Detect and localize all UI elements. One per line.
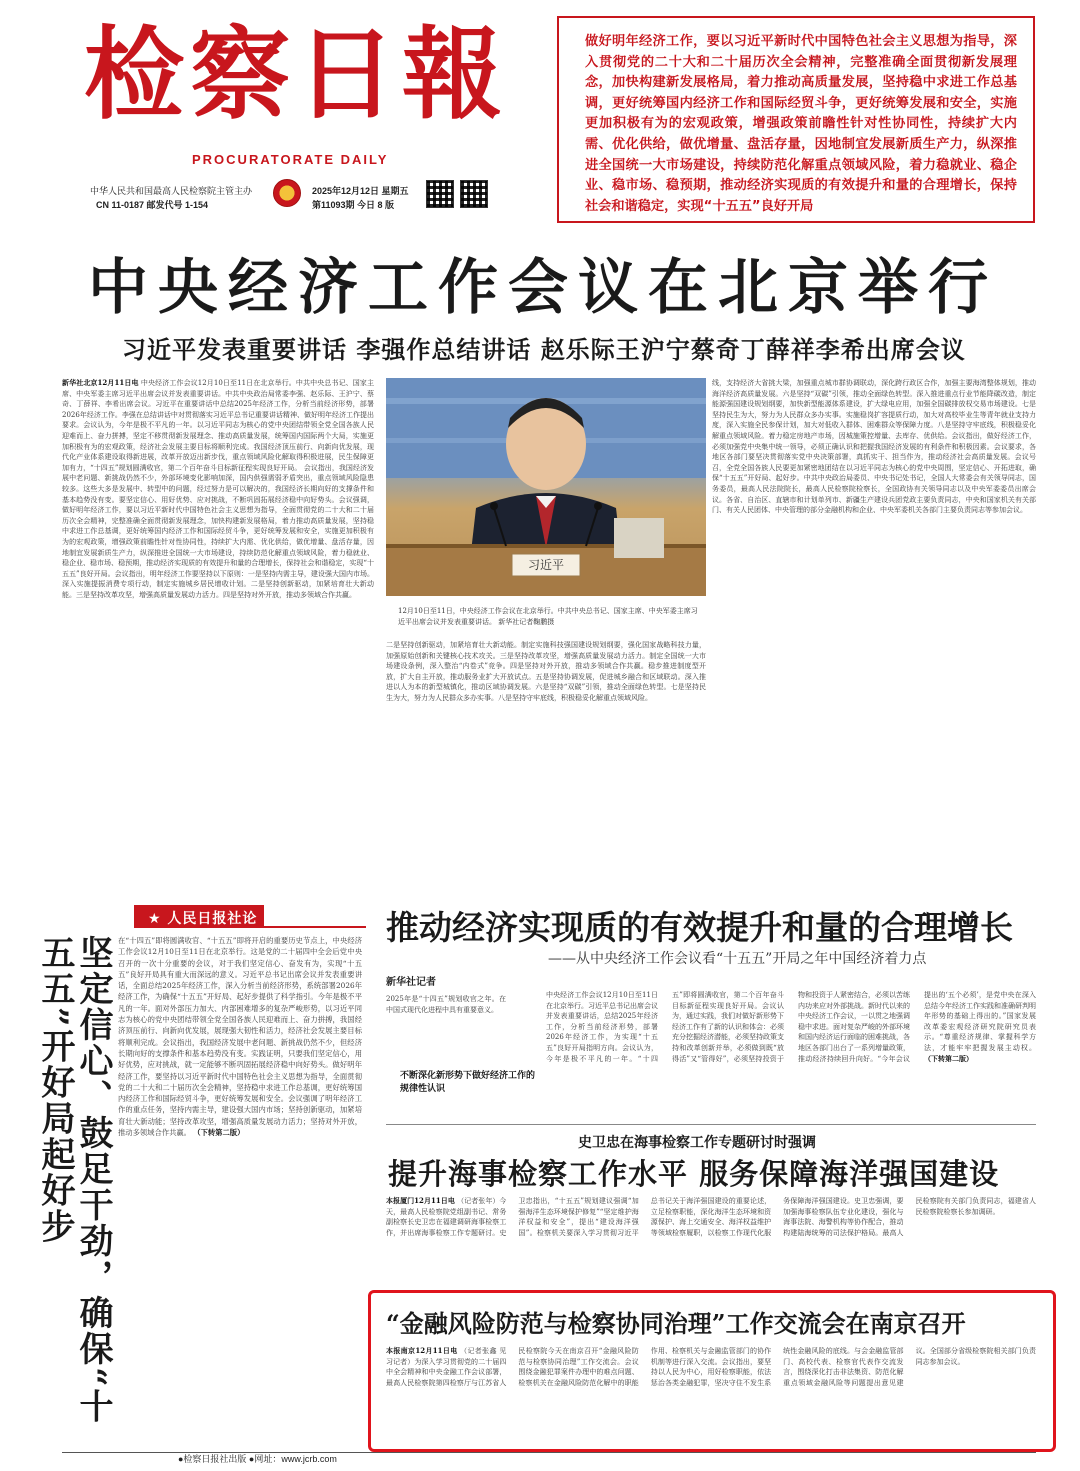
lead-article-col-3	[712, 378, 1036, 846]
article4-text: （记者张鑫 见习记者）为深入学习贯彻党的二十届四中全会精神和中央金融工作会议部署，最高人民检察院第四检察厅与江苏省人民检察院今天在南京召开“金融风险防范与检察协同治理”工作交流会。会议围绕金融犯罪案件办理中的难点问题、检察机关在金融风险防范化解中的职能作用、检察机关与金融监管部门的协作机制等进行深入交流。会议指出，要坚持以人民为中心，用好检察职能，依法惩治各类金融犯罪，坚决守住不发生系统性金融风险的底线。与会金融监管部门、高校代表、检察官代表作交流发言，围绕深化打击非法集资、防范化解重点领域金融风险等问题提出意见建议。全国部分省级检察院相关部门负责同志参加会议。	[386, 1347, 1036, 1387]
article3-text: （记者张年）今天，最高人民检察院党组副书记、常务副检察长史卫忠在福建调研海事检察工作，并出席海事检察工作专题研讨。史卫忠指出，“十五五”规划建议强调“加强海洋生态环境保护修复”“坚定维护海洋权益和安全”，提出“建设海洋强国”。检察机关要深入学习贯彻习近平总书记关于海洋强国建设的重要论述，立足检察职能，深化海洋生态环境和资源保护、海上交通安全、海洋权益维护等领域检察履职，以检察工作现代化服务保障海洋强国建设。史卫忠强调，要加强海事检察队伍专业化建设，强化与海事法院、海警机构等协作配合，推动构建陆海统筹的司法保护格局。最高人民检察院有关部门负责同志，福建省人民检察院检察长参加调研。	[386, 1197, 1036, 1237]
article2-byline: 新华社记者	[386, 977, 436, 988]
right-text: 线，支持经济大省挑大梁，加强重点城市群协调联动，深化跨行政区合作，加强主要海湾整体规划，推动海洋经济高质量发展。六是坚持“双碳”引领，推动全面绿色转型。深入推进重点行业节能降碳改造，制定能源强国建设规划纲要，加快新型能源体系建设，扩大绿电应用，加强全国碳排放权交易市场建设。七是坚持民生为大，努力为人民群众多办实事。实施稳岗扩容提质行动，加大对高校毕业生等青年就业支持力度，深入实施全民参保计划，加大对低收入群体、困难群众等保障力度。八是坚持守牢底线，积极稳妥化解重点领域风险。着力稳定房地产市场，因城施策控增量、去库存、优供给。会议指出，做好经济工作，必须加强党中央集中统一领导，必须正确认识和把握我国经济发展的有利条件和积极因素。会议要求，各地区各部门要坚决贯彻落实党中央决策部署，真抓实干、担当作为，推动经济社会高质量发展。会议号召，全党全国各族人民要更加紧密地团结在以习近平同志为核心的党中央周围，坚定信心、开拓进取，确保“十五五”开好局、起好步。中共中央政治局委员、中央书记处书记，全国人大常委会有关领导同志，国务委员，最高人民法院院长，最高人民检察院检察长，全国政协有关领导同志以及中央军委委员出席会议。各省、自治区、直辖市和计划单列市、新疆生产建设兵团党政主要负责同志，中央和国家机关有关部门、有关人民团体、中央管理的部分金融机构和企业、中央军委机关各部门主要负责同志等参加会议。	[712, 379, 1036, 515]
article2-body	[546, 990, 1036, 1110]
article2-side-heading: 不断深化新形势下做好经济工作的规律性认识	[400, 1071, 536, 1094]
editorial-title: 坚定信心、鼓足干劲，确保“十五五”开好局起好步	[35, 935, 113, 1425]
lead-text-1: 中央经济工作会议12月10日至11日在北京举行。中共中央总书记、国家主席、中央军委主席习近平出席会议并发表重要讲话。中共中央政治局常委李强、赵乐际、王沪宁、蔡奇、丁薛祥、李希出席会议。习近平在重要讲话中总结2025年经济工作，分析当前经济形势，部署2026年经济工作。李强在总结讲话中对贯彻落实习近平总书记重要讲话精神、做好明年经济工作提出要求。会议认为，今年是极不平凡的一年。以习近平同志为核心的党中央团结带领全党全国各族人民迎难而上、奋力拼搏，坚定不移贯彻新发展理念、推动高质量发展，统筹国内国际两个大局，实施更加积极有为的宏观政策，经济社会发展主要目标将顺利完成。我国经济顶压前行、向新向优发展，现代化产业体系建设取得新进展，改革开放迈出新步伐，重点领域风险化解取得积极进展，民生保障更加有力，“十四五”规划圆满收官，第二个百年奋斗目标新征程实现良好开局。	[62, 379, 374, 472]
article2-text: 中央经济工作会议12月10日至11日在北京举行。习近平总书记出席会议并发表重要讲话，总结2025年经济工作，分析当前经济形势，部署2026年经济工作，为实现“十五五”良好开局指明方向。会议认为，今年是极不平凡的一年。“十四五”即将圆满收官，第二个百年奋斗目标新征程实现良好开局。会议认为，通过实践，我们对做好新形势下经济工作有了新的认识和体会：必须充分挖掘经济潜能，必须坚持政策支持和改革创新并举，必须做到既“放得活”又“管得好”，必须坚持投资于物和投资于人紧密结合，必须以苦练内功来应对外部挑战。新时代以来的中央经济工作会议，一以贯之地强调稳中求进。面对复杂严峻的外部环境和国内经济运行面临的困难挑战，各地区各部门出台了一系列增量政策，推动经济持续回升向好。“今年会议提出的‘五个必须’，是党中央在深入总结今年经济工作实践和准确研判明年形势的基础上得出的。”国家发展改革委宏观经济研究院研究员表示。“尊重经济规律、掌握科学方法，才能牢牢把握发展主动权。	[546, 991, 1036, 1063]
article2-continued: （下转第二版）	[924, 1053, 973, 1063]
mid-text-1: 二是坚持创新驱动，加紧培育壮大新动能。制定实施科技强国建设规划纲要，强化国家战略科技力量，加强原始创新和关键核心技术攻关。三是坚持改革攻坚，增强高质量发展动力活力。制定全国统一大市场建设条例，深入整治“内卷式”竞争。四是坚持对外开放，推动多领域合作共赢。稳步推进制度型开放，扩大自主开放，推动服务业扩大开放试点。五是坚持协调发展，促进城乡融合和区域联动。深入推进以人为本的新型城镇化，推动区域协调发展。六是坚持“双碳”引领，推动全面绿色转型。七是坚持民生为大，努力为人民群众多办实事。八是坚持守牢底线，积极稳妥化解重点领域风险。	[386, 641, 706, 702]
lead-dateline: 新华社北京12月11日电	[62, 378, 139, 387]
editorial-text: 在“十四五”即将圆满收官、“十五五”即将开启的重要历史节点上，中央经济工作会议12月10日至11日在北京举行。这是党的二十届四中全会后党中央召开的一次十分重要的会议，对于我们坚定信心、奋发有为，实现“十五五”良好开局具有重大而深远的意义。习近平总书记出席会议并发表重要讲话，全面总结2025年经济工作，深入分析当前经济形势，系统部署2026年经济工作，为确保“十五五”开好局、起好步提供了科学指引。今年是极不平凡的一年。面对外部压力加大、内部困难增多的复杂严峻形势，以习近平同志为核心的党中央团结带领全党全国各族人民迎难而上、奋力拼搏，我国经济顶压前行、向新向优发展，展现强大韧性和活力，经济社会发展主要目标将顺利完成。会议指出，我国经济发展中老问题、新挑战仍然不少，但经济长期向好的支撑条件和基本趋势没有变。实践证明，只要我们坚定信心，用好优势，应对挑战，就一定能够不断巩固拓展经济稳中向好势头。做好明年经济工作，要坚持以习近平新时代中国特色社会主义思想为指导，全面贯彻党的二十大和二十届历次全会精神，坚持稳中求进工作总基调，更好统筹国内经济工作和国际经贸斗争，更好统筹发展和安全。会议强调了明年经济工作的重点任务，坚持内需主导，建设强大国内市场；坚持创新驱动，加紧培育壮大新动能；坚持改革攻坚，增强高质量发展动力活力；坚持对外开放，推动多领域合作共赢。	[118, 936, 362, 1138]
footer-text: ●检察日报社出版 ●网址：www.jcrb.com	[178, 1454, 337, 1464]
photo-caption: 12月10日至11日，中央经济工作会议在北京举行。中共中央总书记、国家主席、中央军委主席习近平出席会议并发表重要讲话。 新华社记者鞠鹏摄	[398, 607, 698, 626]
key-quote-text: 做好明年经济工作，要以习近平新时代中国特色社会主义思想为指导，深入贯彻党的二十大和二十届历次全会精神，完整准确全面贯彻新发展理念，加快构建新发展格局，着力推动高质量发展，坚持稳中求进工作总基调，更好统筹国内经济工作和国际经贸斗争，更好统筹发展和安全，实施更加积极有为的宏观政策，增强政策前瞻性针对性协同性，持续扩大内需、优化供给，做优增量、盘活存量，因地制宜发展新质生产力，纵深推进全国统一大市场建设，持续防范化解重点领域风险，着力稳就业、稳企业、稳市场、稳预期，推动经济实现质的有效提升和量的合理增长，保持社会和谐稳定，实现“十五五”良好开局	[585, 34, 1017, 214]
article2-side-text: 2025年是“十四五”规划收官之年。在中国式现代化进程中具有重要意义。	[386, 995, 506, 1014]
meeting-photo	[386, 378, 706, 596]
issue-number: 第11093期 今日 8 版	[312, 200, 395, 210]
key-quote-box	[557, 16, 1035, 223]
lead-article-col-1	[62, 378, 374, 846]
sub-headline: 习近平发表重要讲话 李强作总结讲话 赵乐际王沪宁蔡奇丁薛祥李希出席会议	[122, 336, 966, 364]
article3-body	[386, 1196, 1036, 1284]
editorial-body	[118, 935, 362, 1405]
lead-article-col-2	[386, 640, 706, 846]
qr-code-icon	[460, 180, 488, 208]
lead-text-2: 会议指出，我国经济发展中老问题、新挑战仍然不少，外部环境变化影响加深，国内供强需弱矛盾突出，重点领域风险隐患较多。这些大多是发展中、转型中的问题，经过努力是可以解决的，我国经济长期向好的支撑条件和基本趋势没有变。要坚定信心、用好优势、应对挑战，不断巩固拓展经济稳中向好势头。会议强调，做好明年经济工作，要以习近平新时代中国特色社会主义思想为指导，全面贯彻党的二十大和二十届历次全会精神，完整准确全面贯彻新发展理念，加快构建新发展格局，着力推动高质量发展，坚持稳中求进工作总基调，更好统筹国内经济工作和国际经贸斗争，更好统筹发展和安全，实施更加积极有为的宏观政策，增强政策前瞻性针对性协同性，持续扩大内需、优化供给，做优增量、盘活存量，因地制宜发展新质生产力，纵深推进全国统一大市场建设，持续防范化解重点领域风险，着力稳就业、稳企业、稳市场、稳预期，推动经济实现质的有效提升和量的合理增长，保持社会和谐稳定，实现“十五五”良好开局。会议指出，明年经济工作要坚持以下原则：一是坚持内需主导，建设强大国内市场。深入实施提振消费专项行动，制定实施城乡居民增收计划。二是坚持创新驱动，加紧培育壮大新动能。三是坚持改革攻坚，增强高质量发展动力活力。四是坚持对外开放，推动多领域合作共赢。	[62, 463, 374, 599]
main-headline: 中央经济工作会议在北京举行	[88, 253, 998, 323]
article3-kicker: 史卫忠在海事检察工作专题研讨时强调	[578, 1135, 816, 1151]
qr-code-icon	[426, 180, 454, 208]
editorial-label: ★ 人民日报社论	[134, 905, 264, 927]
masthead-subtitle: PROCURATORATE DAILY	[192, 152, 389, 167]
article4-title: “金融风险防范与检察协同治理”工作交流会在南京召开	[386, 1309, 966, 1338]
editorial-continued: （下转第二版）	[193, 1128, 245, 1138]
article4-body	[386, 1346, 1036, 1442]
article3-title: 提升海事检察工作水平 服务保障海洋强国建设	[388, 1157, 1000, 1191]
issue-date: 2025年12月12日 星期五	[312, 186, 409, 196]
article2-subtitle: ——从中央经济工作会议看“十五五”开局之年中国经济着力点	[548, 951, 927, 967]
article3-dateline: 本报厦门12月11日电	[386, 1196, 455, 1205]
article2-col-a	[386, 994, 506, 1034]
national-emblem-icon	[273, 179, 301, 207]
article4-dateline: 本报南京12月11日电	[386, 1346, 458, 1355]
footer-rule	[62, 1452, 1036, 1453]
article3-rule	[386, 1124, 1036, 1125]
cn-number: CN 11-0187 邮发代号 1-154	[96, 200, 209, 210]
masthead-title: 检察日報	[84, 15, 508, 133]
article2-title: 推动经济实现质的有效提升和量的合理增长	[386, 908, 1013, 947]
publisher-line: 中华人民共和国最高人民检察院主管主办	[90, 186, 253, 196]
photo-nameplate: 习近平	[527, 558, 564, 572]
